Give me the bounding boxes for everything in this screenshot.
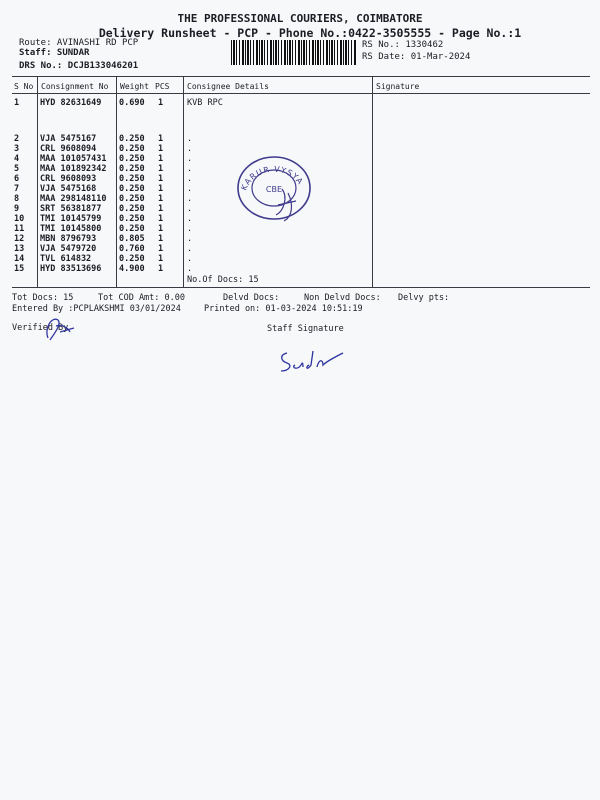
row-consignment-no: MAA 101892342 [40,164,107,174]
staff-label: Staff: SUNDAR [19,48,90,58]
row-consignee-details: KVB RPC [187,98,223,108]
row-consignment-no: MBN 8796793 [40,234,97,244]
no-of-docs: No.Of Docs: 15 [187,275,259,285]
row-pcs: 1 [158,154,164,164]
row-consignment-no: HYD 83513696 [40,264,102,274]
staff-signature [275,345,347,375]
row-sno: 12 [14,234,25,244]
col-header-sno: S No [14,82,34,91]
non-delivered-docs: Non Delvd Docs: [304,293,381,303]
barcode-image [231,40,356,65]
row-pcs: 1 [158,264,164,274]
row-pcs: 1 [158,164,164,174]
row-consignment-no: TMI 10145799 [40,214,102,224]
row-sno: 5 [14,164,20,174]
row-weight: 4.900 [119,264,145,274]
row-sno: 9 [14,204,20,214]
row-consignment-no: VJA 5479720 [40,244,97,254]
row-consignee-details: . [187,174,193,184]
row-pcs: 1 [158,174,164,184]
rs-date: RS Date: 01-Mar-2024 [362,52,471,62]
table-header-rule [12,93,590,94]
row-pcs: 1 [158,184,164,194]
row-consignment-no: MAA 101057431 [40,154,107,164]
route-label: Route: AVINASHI RD PCP [19,38,139,48]
col-divider [183,76,184,287]
row-consignee-details: . [187,224,193,234]
row-sno: 1 [14,98,20,108]
row-sno: 7 [14,184,20,194]
row-consignment-no: VJA 5475168 [40,184,97,194]
col-divider [116,76,117,287]
row-consignment-no: TVL 614832 [40,254,92,264]
verifier-signature [40,312,80,344]
row-weight: 0.250 [119,164,145,174]
row-consignee-details: . [187,194,193,204]
row-consignment-no: TMI 10145800 [40,224,102,234]
stamp-center-text: CBE [265,185,283,194]
total-cod: Tot COD Amt: 0.00 [98,293,185,303]
col-divider [372,76,373,287]
col-header-pcs: PCS [155,82,170,91]
row-weight: 0.250 [119,184,145,194]
row-sno: 3 [14,144,20,154]
row-pcs: 1 [158,144,164,154]
row-consignee-details: . [187,154,193,164]
row-pcs: 1 [158,98,164,108]
row-sno: 8 [14,194,20,204]
row-consignment-no: CRL 9608094 [40,144,97,154]
row-weight: 0.250 [119,154,145,164]
col-divider [37,76,38,287]
row-pcs: 1 [158,234,164,244]
row-pcs: 1 [158,194,164,204]
row-pcs: 1 [158,204,164,214]
row-consignee-details: . [187,204,193,214]
row-sno: 6 [14,174,20,184]
row-weight: 0.690 [119,98,145,108]
row-weight: 0.250 [119,134,145,144]
row-consignment-no: CRL 9608093 [40,174,97,184]
row-consignee-details: . [187,164,193,174]
row-pcs: 1 [158,214,164,224]
stamp-arc-text: KARUR VYSYA [239,164,306,192]
row-consignee-details: . [187,144,193,154]
row-weight: 0.250 [119,194,145,204]
row-pcs: 1 [158,244,164,254]
row-consignee-details: . [187,244,193,254]
row-sno: 14 [14,254,25,264]
delivered-docs: Delvd Docs: [223,293,280,303]
row-consignee-details: . [187,254,193,264]
row-consignment-no: SRT 56381877 [40,204,102,214]
col-header-consignee: Consignee Details [187,82,269,91]
row-consignment-no: MAA 298148110 [40,194,107,204]
row-consignee-details: . [187,264,193,274]
rs-number: RS No.: 1330462 [362,40,444,50]
col-header-consignment: Consignment No [41,82,109,91]
row-consignee-details: . [187,234,193,244]
row-consignee-details: . [187,134,193,144]
row-sno: 13 [14,244,25,254]
staff-signature-label: Staff Signature [267,324,344,334]
row-pcs: 1 [158,224,164,234]
company-title: THE PROFESSIONAL COURIERS, COIMBATORE [177,12,423,25]
total-docs: Tot Docs: 15 [12,293,74,303]
row-sno: 4 [14,154,20,164]
row-sno: 11 [14,224,25,234]
row-consignee-details: . [187,184,193,194]
row-sno: 15 [14,264,25,274]
verified-by-label: Verified By [12,323,69,333]
row-consignment-no: VJA 5475167 [40,134,97,144]
table-bottom-rule [12,287,590,288]
col-header-signature: Signature [376,82,420,91]
row-weight: 0.250 [119,174,145,184]
table-top-rule [12,76,590,77]
row-consignee-details: . [187,214,193,224]
row-weight: 0.250 [119,214,145,224]
row-consignment-no: HYD 82631649 [40,98,102,108]
bank-stamp [232,153,316,223]
entered-by: Entered By :PCPLAKSHMI 03/01/2024 [12,304,181,314]
row-weight: 0.250 [119,204,145,214]
runsheet-subtitle: Delivery Runsheet - PCP - Phone No.:0422-3505555 - Page No.:1 [98,26,522,40]
delivery-points: Delvy pts: [398,293,450,303]
row-weight: 0.250 [119,144,145,154]
row-sno: 2 [14,134,20,144]
row-weight: 0.250 [119,224,145,234]
row-weight: 0.250 [119,254,145,264]
row-pcs: 1 [158,254,164,264]
row-weight: 0.760 [119,244,145,254]
drs-number: DRS No.: DCJB133046201 [19,61,139,71]
row-weight: 0.805 [119,234,145,244]
row-sno: 10 [14,214,25,224]
col-header-weight: Weight [120,82,149,91]
printed-on: Printed on: 01-03-2024 10:51:19 [204,304,363,314]
row-pcs: 1 [158,134,164,144]
